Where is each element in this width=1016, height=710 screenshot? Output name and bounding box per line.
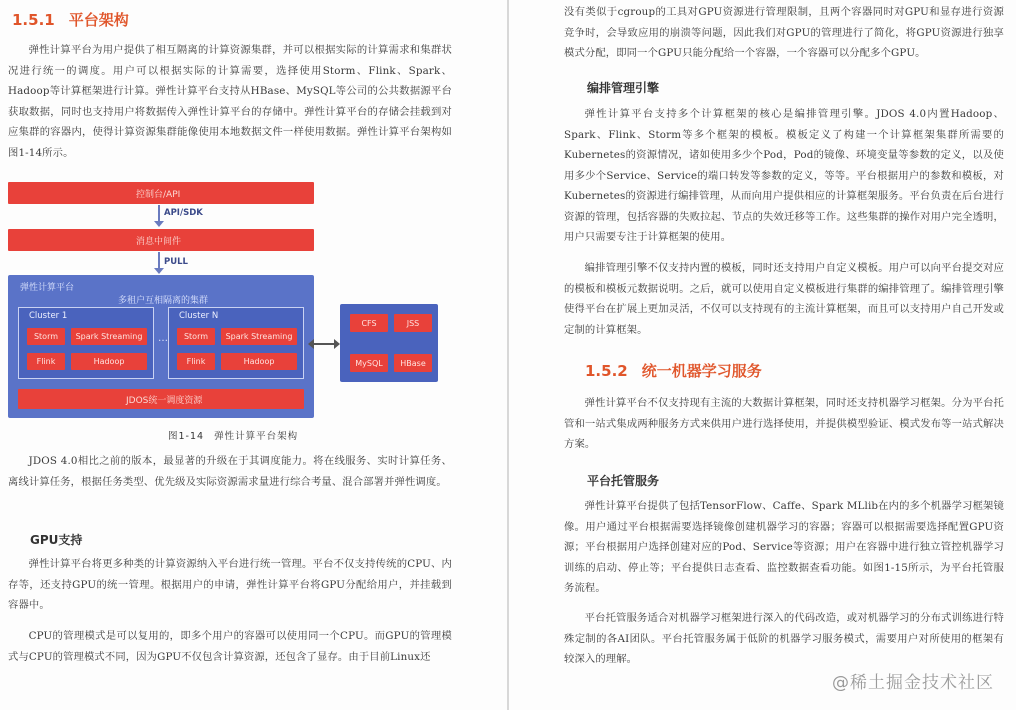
orchestration-paragraph: 弹性计算平台支持多个计算框架的核心是编排管理引擎。JDOS 4.0内置Hadoop、Spark、Flink、Storm等多个框架的模板。模板定义了构建一个计算框架集群所需要的Kubernetes的资源情况，诸如使用多少个Pod，Pod的镜像、环境变量等参数的定义，以及使用多少个Service、Service的端口转发等参数的定义，等等。平台根据用户的参数和模板，对Kubernetes的资源进行编排管理，从而向用户提供相应的计算框架服务。平台负责在后台进行资源的管理，包括容器的失败拉起、节点的失效迁移等工作。这些集群的操作对用户完全透明，用户只需要专注于计算框架的使用。	[564, 108, 1004, 243]
section-number: 1.5.1	[12, 11, 55, 29]
section-number: 1.5.2	[585, 362, 628, 380]
chip-hadoop: Hadoop	[71, 353, 147, 370]
orchestration-heading: 编排管理引擎	[587, 81, 660, 95]
cluster-1-label: Cluster 1	[29, 311, 68, 321]
bidirectional-arrow	[310, 343, 338, 345]
chip-spark-streaming: Spark Streaming	[71, 328, 147, 345]
figure-title: 弹性计算平台架构	[214, 431, 299, 442]
cpu-gpu-paragraph: CPU的管理模式是可以复用的，即多个用户的容器可以使用同一个CPU。而GPU的管理模式与CPU的管理模式不同，因为GPU不仅包含计算资源，还包含了显存。由于目前Linux还	[8, 630, 452, 663]
chip-mysql: MySQL	[350, 354, 388, 372]
pull-label: PULL	[164, 257, 188, 267]
figure-caption	[168, 428, 298, 442]
api-sdk-label: API/SDK	[164, 208, 203, 218]
chip-flink: Flink	[27, 353, 65, 370]
chip-jss: JSS	[394, 314, 432, 332]
jdos-scheduler-bar: JDOS统一调度资源	[18, 389, 304, 409]
ellipsis: …	[158, 333, 168, 344]
right-page	[509, 0, 1016, 710]
message-middleware-bar: 消息中间件	[8, 229, 314, 251]
chip-storm: Storm	[27, 328, 65, 345]
cluster-n-label: Cluster N	[179, 311, 219, 321]
jdos-paragraph: JDOS 4.0相比之前的版本，最显著的升级在于其调度能力。将在线服务、实时计算任务、离线计算任务，根据任务类型、优先级及实际资源需求量进行综合考量、混合部署并弹性调度。	[8, 455, 452, 488]
hosted-service-paragraph: 弹性计算平台提供了包括TensorFlow、Caffe、Spark MLlib在内的多个机器学习框架镜像。用户通过平台根据需要选择镜像创建机器学习的容器；容器可以根据需要选择配置GPU资源；平台根据用户选择创建对应的Pod、Service等资源；用户在容器中进行独立管控机器学习训练的启动、停止等；平台提供日志查看、监控数据查看功能。如图1-15所示，为平台托管服务流程。	[564, 500, 1004, 594]
gpu-paragraph: 弹性计算平台将更多种类的计算资源纳入平台进行统一管理。平台不仅支持传统的CPU、内存等，还支持GPU的统一管理。根据用户的申请，弹性计算平台将GPU分配给用户，并挂载到容器中。	[8, 558, 452, 611]
figure-number: 图1-14	[168, 431, 205, 442]
platform-label: 弹性计算平台	[20, 283, 75, 293]
chip-hbase: HBase	[394, 354, 432, 372]
gpu-continuation-paragraph: 没有类似于cgroup的工具对GPU资源进行管理限制，且两个容器同时对GPU和显存进行资源竞争时，会导致应用的崩溃等问题，因此我们对GPU的管理进行了简化，将GPU资源进行独享模式分配，即同一个GPU只能分配给一个容器，一个容器可以分配多个GPU。	[564, 6, 1004, 59]
down-arrow-1	[158, 205, 160, 225]
section-heading-1-5-2	[585, 360, 762, 381]
hosted-service-audience-paragraph: 平台托管服务适合对机器学习框架进行深入的代码改造，或对机器学习的分布式训练进行特殊定制的各AI团队。平台托管服务属于低阶的机器学习服务模式，需要用户对所使用的框架有较深入的理解。	[564, 612, 1004, 665]
custom-template-paragraph: 编排管理引擎不仅支持内置的模板，同时还支持用户自定义模板。用户可以向平台提交对应的模板和模板元数据说明。之后，就可以使用自定义模板进行集群的编排管理了。编排管理引擎使得平台在扩展上更加灵活，不仅可以支持现有的主流计算框架，而且可以支持用户自己开发或定制的计算框架。	[564, 262, 1004, 336]
chip-cfs: CFS	[350, 314, 388, 332]
console-api-bar: 控制台/API	[8, 182, 314, 204]
chip-storm: Storm	[177, 328, 215, 345]
cluster-n	[168, 307, 304, 379]
hosted-service-heading: 平台托管服务	[587, 474, 660, 488]
down-arrow-2	[158, 252, 160, 272]
elastic-platform-box	[8, 275, 314, 418]
storage-box	[340, 304, 438, 382]
section-heading-1-5-1	[12, 9, 129, 30]
chip-hadoop: Hadoop	[221, 353, 297, 370]
watermark: @稀土掘金技术社区	[832, 673, 994, 693]
ml-service-paragraph: 弹性计算平台不仅支持现有主流的大数据计算框架，同时还支持机器学习框架。分为平台托管和一站式集成两种服务方式来供用户进行选择使用，并提供模型验证、模式发布等一站式解决方案。	[564, 397, 1004, 450]
intro-paragraph: 弹性计算平台为用户提供了相互隔离的计算资源集群，并可以根据实际的计算需求和集群状况进行统一的调度。用户可以根据实际的计算需要，选择使用Storm、Flink、Spark、Hadoop等计算框架进行计算。弹性计算平台支持从HBase、MySQL等公司的公共数据源平台获取数据，同时也支持用户将数据传入弹性计算平台的存储中。弹性计算平台的存储会挂载到对应集群的容器内，使得计算资源集群能像使用本地数据文件一样使用数据。弹性计算平台架构如图1-14所示。	[8, 44, 452, 159]
chip-flink: Flink	[177, 353, 215, 370]
section-title: 平台架构	[68, 11, 129, 29]
gpu-heading: GPU支持	[30, 533, 83, 547]
cluster-1	[18, 307, 154, 379]
chip-spark-streaming: Spark Streaming	[221, 328, 297, 345]
architecture-diagram	[8, 180, 438, 422]
tenant-label: 多租户互相隔离的集群	[118, 296, 209, 306]
section-title: 统一机器学习服务	[641, 362, 762, 380]
